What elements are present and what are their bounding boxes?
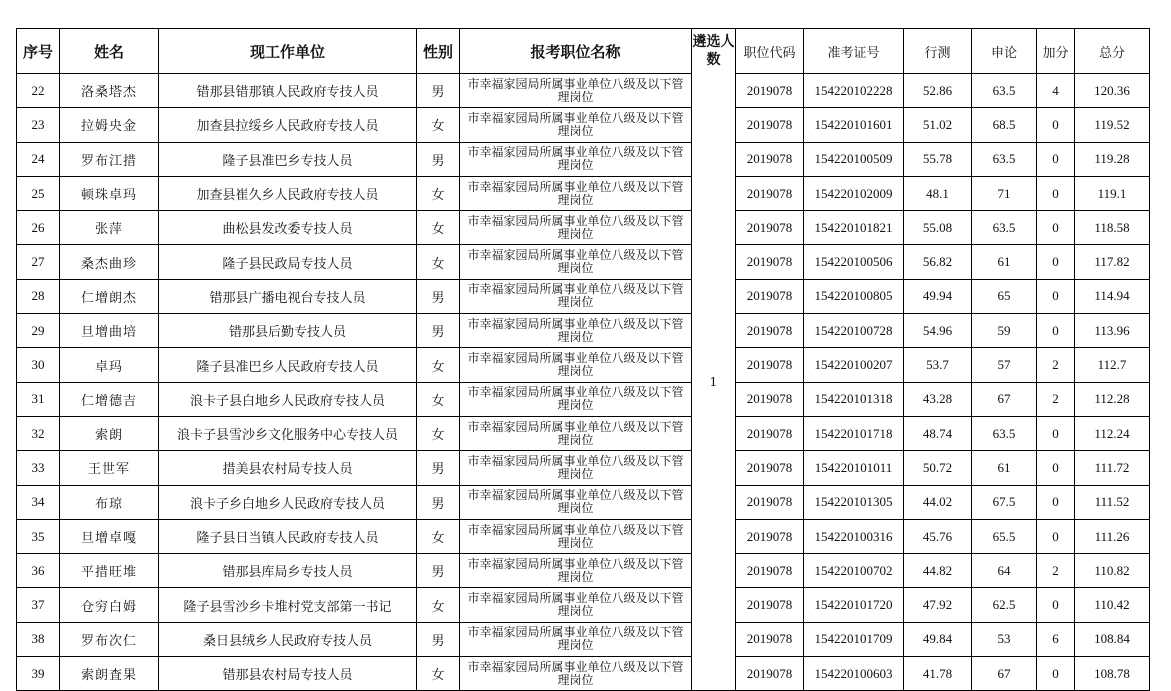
cell-bonus: 2 [1037, 348, 1075, 382]
cell-total: 117.82 [1075, 245, 1150, 279]
cell-gender: 女 [417, 588, 460, 622]
cell-code: 2019078 [736, 416, 804, 450]
cell-ticket: 154220100702 [804, 554, 904, 588]
cell-bonus: 4 [1037, 74, 1075, 108]
cell-seq: 32 [17, 416, 60, 450]
cell-total: 120.36 [1075, 74, 1150, 108]
cell-name: 索朗査果 [60, 657, 159, 691]
table-row [17, 142, 1150, 176]
cell-name: 拉姆央金 [60, 108, 159, 142]
cell-code: 2019078 [736, 176, 804, 210]
cell-ticket: 154220101718 [804, 416, 904, 450]
cell-shenlun: 61 [972, 451, 1037, 485]
cell-position: 市幸福家园局所属事业单位八级及以下管理岗位 [460, 108, 692, 142]
cell-bonus: 0 [1037, 245, 1075, 279]
cell-name: 旦增曲培 [60, 314, 159, 348]
table-row [17, 382, 1150, 416]
cell-xingce: 49.84 [904, 622, 972, 656]
cell-seq: 24 [17, 142, 60, 176]
cell-unit: 浪卡子县雪沙乡文化服务中心专技人员 [159, 416, 417, 450]
cell-code: 2019078 [736, 451, 804, 485]
cell-seq: 27 [17, 245, 60, 279]
cell-position: 市幸福家园局所属事业单位八级及以下管理岗位 [460, 657, 692, 691]
cell-gender: 男 [417, 279, 460, 313]
cell-bonus: 2 [1037, 382, 1075, 416]
cell-gender: 男 [417, 451, 460, 485]
cell-position: 市幸福家园局所属事业单位八级及以下管理岗位 [460, 348, 692, 382]
cell-code: 2019078 [736, 314, 804, 348]
cell-code: 2019078 [736, 245, 804, 279]
table-row [17, 416, 1150, 450]
cell-code: 2019078 [736, 657, 804, 691]
cell-name: 王世军 [60, 451, 159, 485]
cell-total: 111.26 [1075, 519, 1150, 553]
cell-bonus: 0 [1037, 588, 1075, 622]
cell-total: 112.28 [1075, 382, 1150, 416]
cell-seq: 23 [17, 108, 60, 142]
header-shenlun: 申论 [972, 29, 1037, 74]
cell-unit: 措美县农村局专技人员 [159, 451, 417, 485]
cell-position: 市幸福家园局所属事业单位八级及以下管理岗位 [460, 245, 692, 279]
cell-unit: 错那县农村局专技人员 [159, 657, 417, 691]
cell-shenlun: 67.5 [972, 485, 1037, 519]
cell-ticket: 154220100316 [804, 519, 904, 553]
cell-xingce: 47.92 [904, 588, 972, 622]
cell-ticket: 154220101011 [804, 451, 904, 485]
cell-gender: 女 [417, 416, 460, 450]
cell-seq: 38 [17, 622, 60, 656]
cell-shenlun: 59 [972, 314, 1037, 348]
cell-code: 2019078 [736, 485, 804, 519]
cell-unit: 错那县后勤专技人员 [159, 314, 417, 348]
cell-gender: 女 [417, 382, 460, 416]
cell-unit: 加查县崔久乡人民政府专技人员 [159, 176, 417, 210]
header-row [17, 29, 1150, 74]
header-total: 总分 [1075, 29, 1150, 74]
cell-ticket: 154220100506 [804, 245, 904, 279]
cell-position: 市幸福家园局所属事业单位八级及以下管理岗位 [460, 588, 692, 622]
cell-bonus: 0 [1037, 142, 1075, 176]
cell-position: 市幸福家园局所属事业单位八级及以下管理岗位 [460, 519, 692, 553]
cell-total: 108.84 [1075, 622, 1150, 656]
cell-shenlun: 63.5 [972, 142, 1037, 176]
cell-unit: 浪卡子乡白地乡人民政府专技人员 [159, 485, 417, 519]
cell-unit: 加查县拉绥乡人民政府专技人员 [159, 108, 417, 142]
cell-unit: 错那县广播电视台专技人员 [159, 279, 417, 313]
cell-bonus: 0 [1037, 485, 1075, 519]
cell-shenlun: 53 [972, 622, 1037, 656]
header-name: 姓名 [60, 29, 159, 74]
cell-seq: 34 [17, 485, 60, 519]
cell-bonus: 0 [1037, 108, 1075, 142]
cell-gender: 男 [417, 142, 460, 176]
cell-position: 市幸福家园局所属事业单位八级及以下管理岗位 [460, 176, 692, 210]
cell-unit: 隆子县日当镇人民政府专技人员 [159, 519, 417, 553]
cell-shenlun: 67 [972, 382, 1037, 416]
table-row [17, 74, 1150, 108]
cell-xingce: 51.02 [904, 108, 972, 142]
cell-total: 112.7 [1075, 348, 1150, 382]
cell-name: 罗布次仁 [60, 622, 159, 656]
cell-unit: 隆子县准巴乡专技人员 [159, 142, 417, 176]
cell-unit: 桑日县绒乡人民政府专技人员 [159, 622, 417, 656]
score-table [16, 28, 1150, 691]
cell-seq: 26 [17, 211, 60, 245]
table-row [17, 485, 1150, 519]
table-row [17, 211, 1150, 245]
cell-total: 119.1 [1075, 176, 1150, 210]
cell-shenlun: 62.5 [972, 588, 1037, 622]
cell-position: 市幸福家园局所属事业单位八级及以下管理岗位 [460, 142, 692, 176]
cell-code: 2019078 [736, 108, 804, 142]
cell-total: 110.82 [1075, 554, 1150, 588]
header-xingce: 行测 [904, 29, 972, 74]
cell-seq: 36 [17, 554, 60, 588]
cell-code: 2019078 [736, 622, 804, 656]
cell-code: 2019078 [736, 519, 804, 553]
cell-ticket: 154220100603 [804, 657, 904, 691]
cell-position: 市幸福家园局所属事业单位八级及以下管理岗位 [460, 74, 692, 108]
cell-position: 市幸福家园局所属事业单位八级及以下管理岗位 [460, 622, 692, 656]
cell-bonus: 0 [1037, 211, 1075, 245]
cell-code: 2019078 [736, 142, 804, 176]
cell-ticket: 154220101821 [804, 211, 904, 245]
cell-position: 市幸福家园局所属事业单位八级及以下管理岗位 [460, 314, 692, 348]
cell-total: 108.78 [1075, 657, 1150, 691]
cell-ticket: 154220101305 [804, 485, 904, 519]
cell-xingce: 48.1 [904, 176, 972, 210]
cell-position: 市幸福家园局所属事业单位八级及以下管理岗位 [460, 451, 692, 485]
cell-seq: 35 [17, 519, 60, 553]
cell-gender: 女 [417, 245, 460, 279]
cell-total: 110.42 [1075, 588, 1150, 622]
cell-seq: 29 [17, 314, 60, 348]
cell-shenlun: 63.5 [972, 416, 1037, 450]
cell-total: 111.52 [1075, 485, 1150, 519]
cell-recruit: 1 [692, 74, 736, 691]
cell-shenlun: 63.5 [972, 211, 1037, 245]
cell-shenlun: 71 [972, 176, 1037, 210]
table-body [17, 74, 1150, 691]
cell-code: 2019078 [736, 211, 804, 245]
table-row [17, 176, 1150, 210]
cell-xingce: 56.82 [904, 245, 972, 279]
cell-code: 2019078 [736, 348, 804, 382]
cell-total: 114.94 [1075, 279, 1150, 313]
cell-xingce: 45.76 [904, 519, 972, 553]
cell-name: 张萍 [60, 211, 159, 245]
cell-xingce: 55.78 [904, 142, 972, 176]
cell-xingce: 43.28 [904, 382, 972, 416]
cell-gender: 女 [417, 657, 460, 691]
cell-name: 仁增德吉 [60, 382, 159, 416]
cell-shenlun: 65.5 [972, 519, 1037, 553]
cell-name: 仁增朗杰 [60, 279, 159, 313]
cell-xingce: 52.86 [904, 74, 972, 108]
header-ticket: 准考证号 [804, 29, 904, 74]
cell-bonus: 6 [1037, 622, 1075, 656]
cell-unit: 错那县库局乡专技人员 [159, 554, 417, 588]
cell-seq: 31 [17, 382, 60, 416]
cell-ticket: 154220101720 [804, 588, 904, 622]
cell-shenlun: 63.5 [972, 74, 1037, 108]
cell-ticket: 154220100728 [804, 314, 904, 348]
cell-seq: 33 [17, 451, 60, 485]
cell-name: 平措旺堆 [60, 554, 159, 588]
cell-ticket: 154220102228 [804, 74, 904, 108]
cell-position: 市幸福家园局所属事业单位八级及以下管理岗位 [460, 416, 692, 450]
cell-gender: 男 [417, 622, 460, 656]
cell-name: 索朗 [60, 416, 159, 450]
table-row [17, 245, 1150, 279]
cell-gender: 女 [417, 176, 460, 210]
cell-total: 119.28 [1075, 142, 1150, 176]
cell-xingce: 48.74 [904, 416, 972, 450]
table-row [17, 108, 1150, 142]
cell-seq: 22 [17, 74, 60, 108]
table-row [17, 588, 1150, 622]
cell-position: 市幸福家园局所属事业单位八级及以下管理岗位 [460, 211, 692, 245]
table-row [17, 314, 1150, 348]
cell-code: 2019078 [736, 74, 804, 108]
cell-position: 市幸福家园局所属事业单位八级及以下管理岗位 [460, 554, 692, 588]
cell-code: 2019078 [736, 588, 804, 622]
cell-position: 市幸福家园局所属事业单位八级及以下管理岗位 [460, 382, 692, 416]
cell-total: 119.52 [1075, 108, 1150, 142]
cell-seq: 28 [17, 279, 60, 313]
cell-xingce: 49.94 [904, 279, 972, 313]
cell-total: 118.58 [1075, 211, 1150, 245]
cell-xingce: 54.96 [904, 314, 972, 348]
cell-gender: 女 [417, 108, 460, 142]
cell-name: 旦增卓嘎 [60, 519, 159, 553]
cell-total: 113.96 [1075, 314, 1150, 348]
cell-shenlun: 68.5 [972, 108, 1037, 142]
cell-bonus: 2 [1037, 554, 1075, 588]
header-code: 职位代码 [736, 29, 804, 74]
table-row [17, 622, 1150, 656]
cell-unit: 隆子县准巴乡人民政府专技人员 [159, 348, 417, 382]
cell-unit: 浪卡子县白地乡人民政府专技人员 [159, 382, 417, 416]
cell-unit: 隆子县民政局专技人员 [159, 245, 417, 279]
table-row [17, 519, 1150, 553]
cell-ticket: 154220100509 [804, 142, 904, 176]
header-gender: 性别 [417, 29, 460, 74]
cell-code: 2019078 [736, 382, 804, 416]
cell-seq: 30 [17, 348, 60, 382]
table-row [17, 554, 1150, 588]
cell-name: 桑杰曲珍 [60, 245, 159, 279]
cell-name: 布琼 [60, 485, 159, 519]
cell-xingce: 44.02 [904, 485, 972, 519]
cell-shenlun: 67 [972, 657, 1037, 691]
cell-ticket: 154220101318 [804, 382, 904, 416]
cell-name: 洛桑塔杰 [60, 74, 159, 108]
header-bonus: 加分 [1037, 29, 1075, 74]
cell-xingce: 53.7 [904, 348, 972, 382]
table-row [17, 657, 1150, 691]
cell-ticket: 154220100805 [804, 279, 904, 313]
cell-name: 卓玛 [60, 348, 159, 382]
cell-shenlun: 65 [972, 279, 1037, 313]
cell-seq: 25 [17, 176, 60, 210]
cell-bonus: 0 [1037, 176, 1075, 210]
cell-bonus: 0 [1037, 451, 1075, 485]
cell-total: 112.24 [1075, 416, 1150, 450]
cell-gender: 女 [417, 348, 460, 382]
cell-shenlun: 61 [972, 245, 1037, 279]
cell-name: 罗布江措 [60, 142, 159, 176]
cell-unit: 隆子县雪沙乡卡堆村党支部第一书记 [159, 588, 417, 622]
cell-ticket: 154220101709 [804, 622, 904, 656]
cell-gender: 男 [417, 74, 460, 108]
cell-code: 2019078 [736, 554, 804, 588]
cell-ticket: 154220101601 [804, 108, 904, 142]
cell-shenlun: 57 [972, 348, 1037, 382]
cell-total: 111.72 [1075, 451, 1150, 485]
table-row [17, 451, 1150, 485]
cell-code: 2019078 [736, 279, 804, 313]
cell-bonus: 0 [1037, 657, 1075, 691]
cell-unit: 错那县错那镇人民政府专技人员 [159, 74, 417, 108]
header-unit: 现工作单位 [159, 29, 417, 74]
header-seq: 序号 [17, 29, 60, 74]
cell-name: 顿珠卓玛 [60, 176, 159, 210]
cell-bonus: 0 [1037, 416, 1075, 450]
cell-xingce: 55.08 [904, 211, 972, 245]
cell-gender: 男 [417, 554, 460, 588]
cell-bonus: 0 [1037, 314, 1075, 348]
cell-unit: 曲松县发改委专技人员 [159, 211, 417, 245]
cell-ticket: 154220100207 [804, 348, 904, 382]
cell-gender: 男 [417, 314, 460, 348]
cell-name: 仓穷白姆 [60, 588, 159, 622]
cell-gender: 女 [417, 211, 460, 245]
cell-bonus: 0 [1037, 279, 1075, 313]
cell-position: 市幸福家园局所属事业单位八级及以下管理岗位 [460, 279, 692, 313]
cell-seq: 37 [17, 588, 60, 622]
cell-seq: 39 [17, 657, 60, 691]
cell-shenlun: 64 [972, 554, 1037, 588]
table-row [17, 348, 1150, 382]
cell-xingce: 50.72 [904, 451, 972, 485]
header-recruit: 遴选人数 [692, 29, 736, 74]
cell-bonus: 0 [1037, 519, 1075, 553]
cell-gender: 男 [417, 485, 460, 519]
cell-ticket: 154220102009 [804, 176, 904, 210]
cell-position: 市幸福家园局所属事业单位八级及以下管理岗位 [460, 485, 692, 519]
table-row [17, 279, 1150, 313]
cell-xingce: 44.82 [904, 554, 972, 588]
cell-xingce: 41.78 [904, 657, 972, 691]
header-position: 报考职位名称 [460, 29, 692, 74]
cell-gender: 女 [417, 519, 460, 553]
